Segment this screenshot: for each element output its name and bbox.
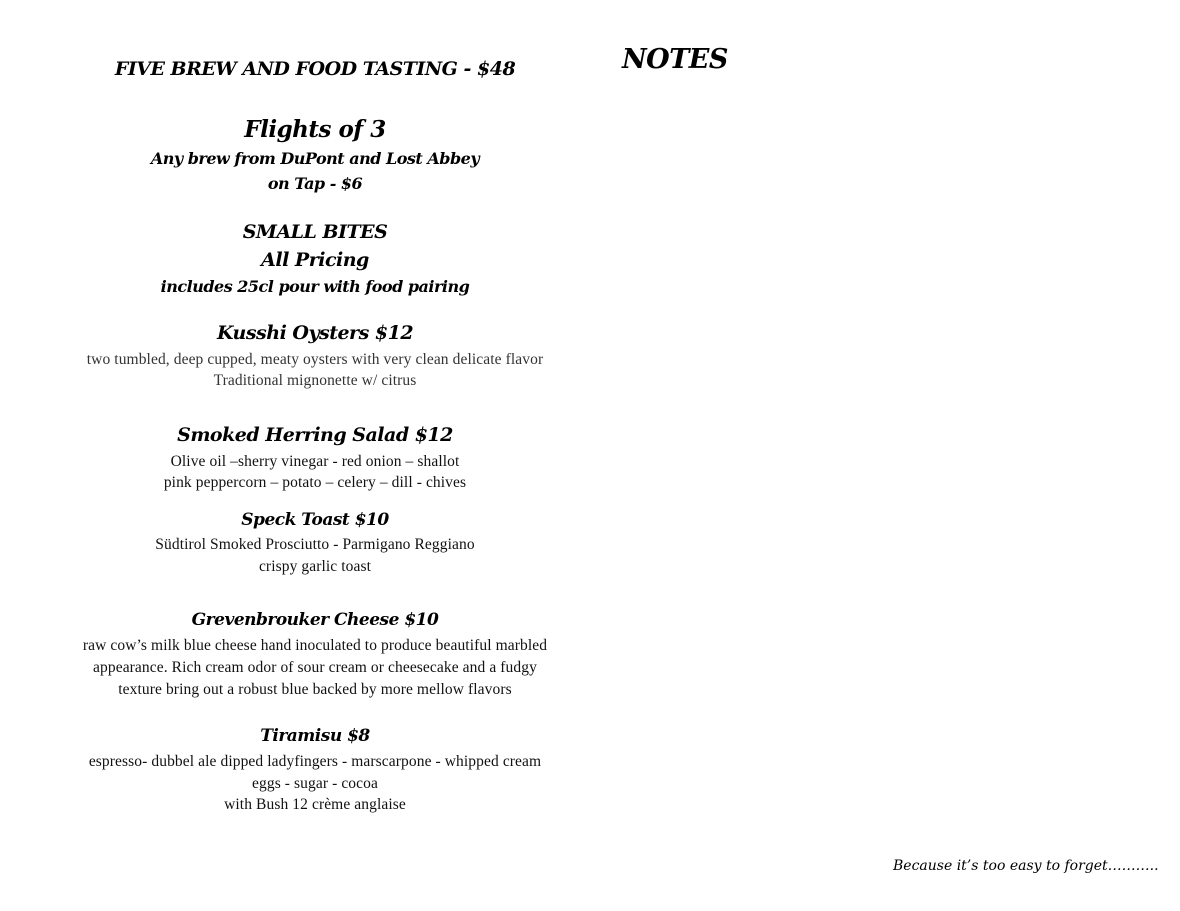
item-heading-speck-toast: Speck Toast $10 [241,510,389,530]
item-description-line: crispy garlic toast [258,558,372,575]
item-description-line: espresso- dubbel ale dipped ladyfingers - marscarpone - whipped cream [88,753,542,770]
item-description-line: with Bush 12 crème anglaise [224,796,406,813]
item-heading-grevenbrouker-cheese: Grevenbrouker Cheese $10 [191,610,439,630]
item-description-line: Südtirol Smoked Prosciutto - Parmigano Reggiano [155,536,475,553]
flights-heading: Flights of 3 [244,116,386,143]
small-bites-note: includes 25cl pour with food pairing [160,277,470,296]
small-bites-heading: SMALL BITES [242,221,388,243]
notes-tagline: Because it’s too easy to forget……….. [893,858,1159,874]
item-description-line: texture bring out a robust blue backed by more mellow flavors [118,681,512,698]
notes-title: NOTES [622,44,728,75]
item-description-line: appearance. Rich cream odor of sour cream or cheesecake and a fudgy [93,659,537,676]
menu-title: FIVE BREW AND FOOD TASTING - $48 [114,58,516,80]
flights-line-2: on Tap - $6 [267,174,363,193]
item-description-line: eggs - sugar - cocoa [252,775,378,792]
small-bites-subheading: All Pricing [261,249,369,271]
item-description-line: Olive oil –sherry vinegar - red onion – shallot [170,453,460,470]
flights-line-1: Any brew from DuPont and Lost Abbey [150,149,480,168]
item-description-line: pink peppercorn – potato – celery – dill - chives [163,474,467,491]
item-heading-smoked-herring-salad: Smoked Herring Salad $12 [177,424,453,446]
item-description-line: two tumbled, deep cupped, meaty oysters with very clean delicate flavor [86,351,544,368]
item-heading-tiramisu: Tiramisu $8 [260,726,370,746]
item-description-line: Traditional mignonette w/ citrus [213,372,417,389]
item-description-line: raw cow’s milk blue cheese hand inoculated to produce beautiful marbled [82,637,548,654]
item-heading-kusshi-oysters: Kusshi Oysters $12 [216,322,414,344]
